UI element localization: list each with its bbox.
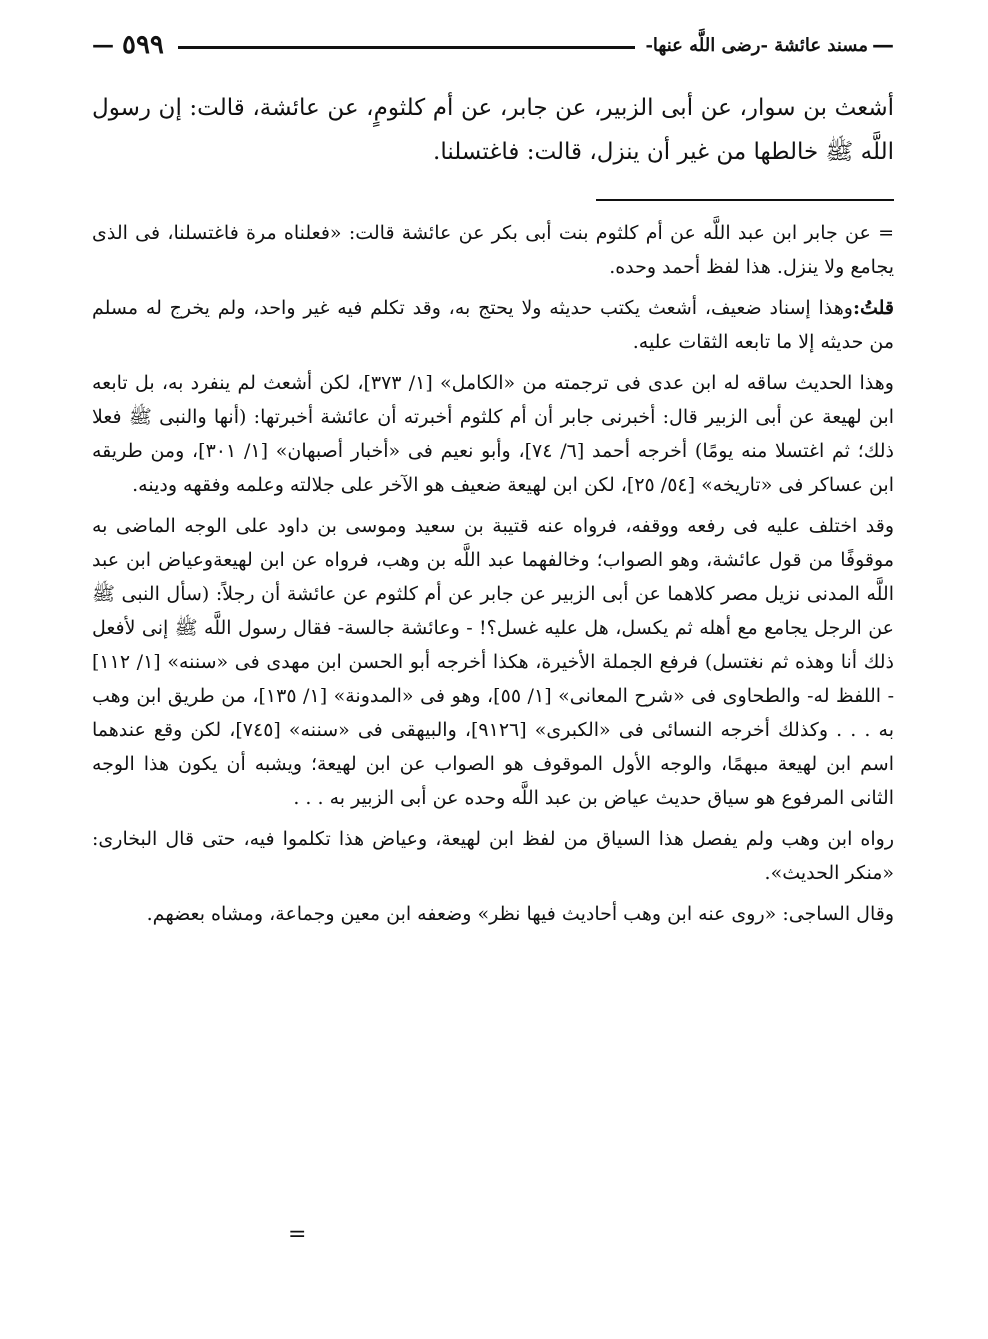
footnote-paragraph-2-text: وهذا إسناد ضعيف، أشعث يكتب حديثه ولا يحتج به، وقد تكلم فيه غير واحد، ولم يخرج له مسلم من حديثه إلا ما تابعه الثقات عليه. — [92, 297, 894, 353]
running-title: مسند عائشة -رضى اللَّه عنها- — [645, 34, 868, 56]
footnote-paragraph-6: وقال الساجى: «روى عنه ابن وهب أحاديث فيها نظر» وضعفه ابن معين وجماعة، ومشاه بعضهم. — [146, 903, 894, 925]
running-header — [92, 28, 894, 62]
footnote-paragraph-4: وقد اختلف عليه فى رفعه ووقفه، فرواه عنه قتيبة بن سعيد وموسى بن داود على الوجه الماضى به موقوفًا من قول عائشة، وهو الصواب؛ وخالفهما عبد اللَّه بن وهب، فرواه عن ابن لهيعةوعياض ابن عبد اللَّه المدنى نزيل مصر كلاهما عن أبى الزبير عن جابر عن أم كلثوم عن عائشة أن رجلاً: (سأل النبى ﷺ عن الرجل يجامع مع أهله ثم يكسل، هل عليه غسل؟! - وعائشة جالسة- فقال رسول اللَّه ﷺ إنى لأفعل ذلك أنا وهذه ثم نغتسل) فرفع الجملة الأخيرة، هكذا أخرجه أبو الحسن ابن مهدى فى «سننه» [١/ ١١٢] - اللفظ له- والطحاوى فى «شرح المعانى» [١/ ٥٥]، وهو فى «المدونة» [١/ ١٣٥]، من طريق ابن وهب به . . . وكذلك أخرجه النسائى فى «الكبرى» [٩١٢٦]، والبيهقى فى «سننه» [٧٤٥]، لكن وقع عندهما اسم ابن لهيعة مبهمًا، والوجه الأول الموقوف هو الصواب عن ابن لهيعة؛ ويشبه أن يكون هذا الوجه الثانى المرفوع هو سياق حديث عياض بن عبد اللَّه وحده عن أبى الزبير به . . . — [92, 515, 894, 809]
footnote-paragraph-2 — [92, 291, 894, 359]
main-text-block — [92, 86, 894, 174]
footnote-paragraph-1: = عن جابر ابن عبد اللَّه عن أم كلثوم بنت أبى بكر عن عائشة قالت: «فعلناه مرة فاغتسلنا، فى الذى يجامع ولا ينزل. هذا لفظ أحمد وحده. — [92, 222, 894, 278]
continuation-mark: = — [288, 1222, 307, 1247]
main-text: أشعث بن سوار، عن أبى الزبير، عن جابر، عن أم كلثومٍ، عن عائشة، قالت: إن رسول اللَّه ﷺ خالطها من غير أن ينزل، قالت: فاغتسلنا. — [92, 95, 894, 165]
footnote-divider — [596, 199, 894, 201]
footnotes — [92, 216, 894, 938]
header-rule — [178, 46, 636, 49]
qultu-label: قلتُ: — [852, 297, 894, 319]
header-dash-left: — — [92, 32, 114, 58]
header-dash-right: — — [872, 32, 894, 58]
footnote-paragraph-3: وهذا الحديث ساقه له ابن عدى فى ترجمته من «الكامل» [١/ ٣٧٣]، لكن أشعث لم ينفرد به، بل تابعه ابن لهيعة عن أبى الزبير قال: أخبرنى جابر أن أم كلثوم أخبرته أن عائشة أخبرتها: (أنها والنبى ﷺ فعلا ذلك؛ ثم اغتسلا منه يومًا) أخرجه أحمد [٦/ ٧٤]، وأبو نعيم فى «أخبار أصبهان» [١/ ٣٠١]، ومن طريقه ابن عساكر فى «تاريخه» [٥٤/ ٢٥]، لكن ابن لهيعة ضعيف هو الآخر على جلالته وعلمه وفقهه ودينه. — [92, 372, 894, 496]
footnote-paragraph-5: رواه ابن وهب ولم يفصل هذا السياق من لفظ ابن لهيعة، وعياض هذا تكلموا فيه، حتى قال البخارى: «منكر الحديث». — [92, 828, 894, 884]
page-number: ٥٩٩ — [122, 30, 164, 60]
